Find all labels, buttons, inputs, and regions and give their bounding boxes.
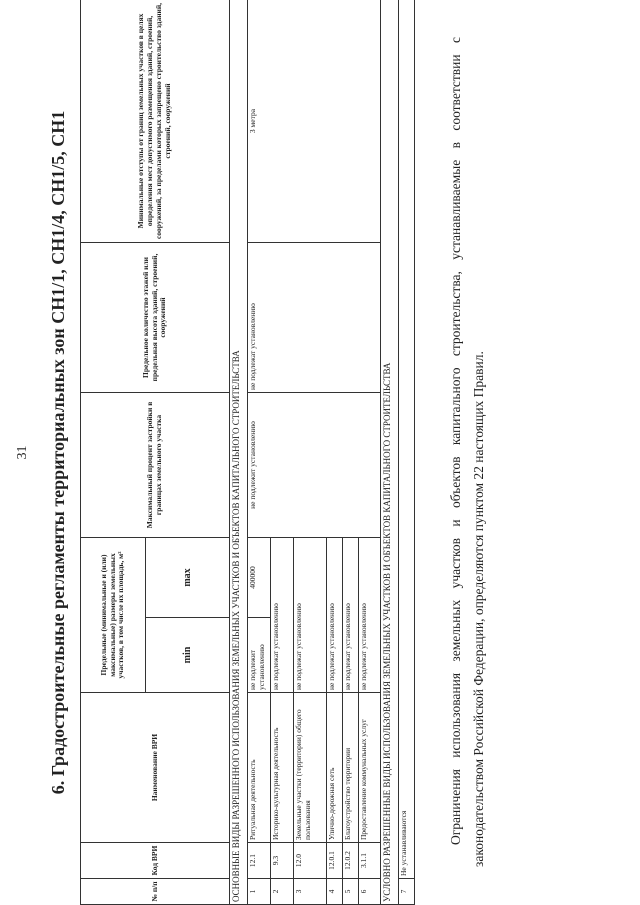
- cell-size: не подлежат установлению: [271, 537, 294, 692]
- table-row: [399, 0, 415, 905]
- cell-num: 6: [358, 879, 380, 905]
- cell-num: 4: [327, 879, 343, 905]
- page-number: 31: [15, 445, 30, 460]
- cell-code: 12.1: [248, 843, 271, 879]
- header-max: max: [146, 537, 230, 617]
- cell-name: Земельные участки (территории) общего пользования: [294, 693, 327, 843]
- cell-size: не подлежат установлению: [327, 537, 343, 692]
- cell-floors: не подлежат установлению: [248, 242, 381, 392]
- cell-size: не подлежат установлению: [358, 537, 380, 692]
- cell-num: 5: [343, 879, 359, 905]
- header-min: min: [146, 618, 230, 693]
- cell-name: Историко-культурная деятельность: [271, 693, 294, 843]
- cell-num: 7: [399, 879, 415, 905]
- cell-name: Предоставление коммунальных услуг: [358, 693, 380, 843]
- cell-code: 12.0.1: [327, 843, 343, 879]
- cell-min: не подлежит установлению: [248, 618, 271, 693]
- section-main-row: [230, 0, 248, 905]
- page-title: 6. Градостроительные регламенты территориальных зон СН1/1, СН1/4, СН1/5, СН1: [48, 110, 68, 795]
- regulations-table: [80, 0, 415, 905]
- cell-percent: не подлежит установлению: [248, 392, 381, 537]
- cell-code: 12.0.2: [343, 843, 359, 879]
- header-num: № п/п: [81, 879, 230, 905]
- cell-num: 2: [271, 879, 294, 905]
- section-conditional: УСЛОВНО РАЗРЕШЕННЫЕ ВИДЫ ИСПОЛЬЗОВАНИЯ ЗЕМЕЛЬНЫХ УЧАСТКОВ И ОБЪЕКТОВ КАПИТАЛЬНОГО СТРОИТЕЛЬСТВА: [380, 0, 398, 905]
- cell-size: не подлежат установлению: [343, 537, 359, 692]
- cell-name: Ритуальная деятельность: [248, 693, 271, 843]
- header-name: Наименование ВРИ: [81, 693, 230, 843]
- cell-name: Благоустройство территории: [343, 693, 359, 843]
- header-code: Код ВРИ: [81, 843, 230, 879]
- cell-num: 1: [248, 879, 271, 905]
- header-row: [81, 0, 146, 905]
- header-floors: Предельное количество этажей или предельная высота зданий, строений, сооружений: [81, 242, 230, 392]
- header-percent: Максимальный процент застройки в границах земельного участка: [81, 392, 230, 537]
- cell-name: Улично-дорожная сеть: [327, 693, 343, 843]
- cell-num: 3: [294, 879, 327, 905]
- header-size-group: Предельные (минимальные и (или) максимальные) размеры земельных участков, в том числе их площадь, м²: [81, 537, 146, 692]
- cell-code: 9.3: [271, 843, 294, 879]
- cell-code: 3.1.1: [358, 843, 380, 879]
- section-conditional-row: [380, 0, 398, 905]
- cell-setback: 3 метра: [248, 0, 381, 242]
- table-row: [248, 0, 271, 905]
- header-setback: Минимальные отступы от границ земельных участков в целях определения мест допустимого размещения зданий, строений, сооружений, за пределами которых запрещено строительство зданий, строений, сооружений: [81, 0, 230, 242]
- cell-text: Не устанавливаются: [399, 0, 415, 879]
- cell-max: 400000: [248, 537, 271, 617]
- footnote: Ограничения использования земельных участков и объектов капитального строительства, устанавливаемые в соответствии с законодательством Российской Федерации, определяются пунктом 22 настоящих Правил.: [448, 37, 486, 867]
- section-main: ОСНОВНЫЕ ВИДЫ РАЗРЕШЕННОГО ИСПОЛЬЗОВАНИЯ ЗЕМЕЛЬНЫХ УЧАСТКОВ И ОБЪЕКТОВ КАПИТАЛЬНОГО СТРОИТЕЛЬСТВА: [230, 0, 248, 905]
- cell-size: не подлежат установлению: [294, 537, 327, 692]
- cell-code: 12.0: [294, 843, 327, 879]
